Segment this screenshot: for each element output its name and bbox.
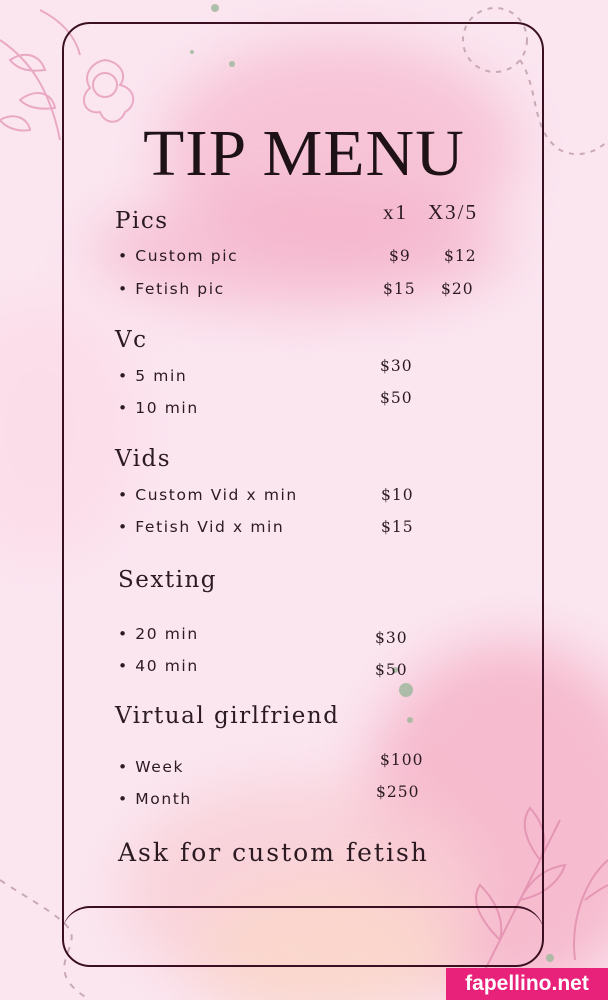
column-header-x1: x1 (383, 200, 408, 224)
menu-item-fetish-pic: • Fetish pic (118, 280, 225, 298)
watermark-badge: fapellino.net (446, 968, 608, 1000)
price-week: $100 (380, 751, 424, 769)
menu-item-week: • Week (118, 758, 185, 776)
section-title-pics: Pics (115, 208, 169, 234)
menu-item-40-min: • 40 min (118, 657, 199, 675)
menu-item-10-min: • 10 min (118, 399, 199, 417)
price-custom-pic-x3-5: $12 (444, 247, 477, 265)
menu-item-custom-vid: • Custom Vid x min (118, 486, 298, 504)
price-5-min: $30 (380, 357, 413, 375)
price-fetish-vid: $15 (381, 518, 414, 536)
menu-card-footer-band (62, 906, 544, 966)
price-fetish-pic-x3-5: $20 (441, 280, 474, 298)
menu-item-5-min: • 5 min (118, 367, 188, 385)
section-title-vids: Vids (115, 446, 172, 472)
custom-fetish-note: Ask for custom fetish (118, 838, 429, 867)
section-title-sexting: Sexting (118, 567, 217, 593)
section-title-virtual-girlfriend: Virtual girlfriend (115, 703, 340, 729)
price-month: $250 (376, 783, 420, 801)
price-20-min: $30 (375, 629, 408, 647)
price-40-min: $50 (375, 661, 408, 679)
price-10-min: $50 (380, 389, 413, 407)
menu-item-month: • Month (118, 790, 192, 808)
price-fetish-pic-x1: $15 (383, 280, 416, 298)
section-title-vc: Vc (115, 327, 148, 353)
page-title: TIP MENU (143, 117, 465, 190)
price-custom-pic-x1: $9 (389, 247, 411, 265)
column-header-x3-5: X3/5 (428, 200, 478, 224)
menu-item-custom-pic: • Custom pic (118, 247, 239, 265)
menu-item-fetish-vid: • Fetish Vid x min (118, 518, 285, 536)
menu-item-20-min: • 20 min (118, 625, 199, 643)
price-custom-vid: $10 (381, 486, 414, 504)
